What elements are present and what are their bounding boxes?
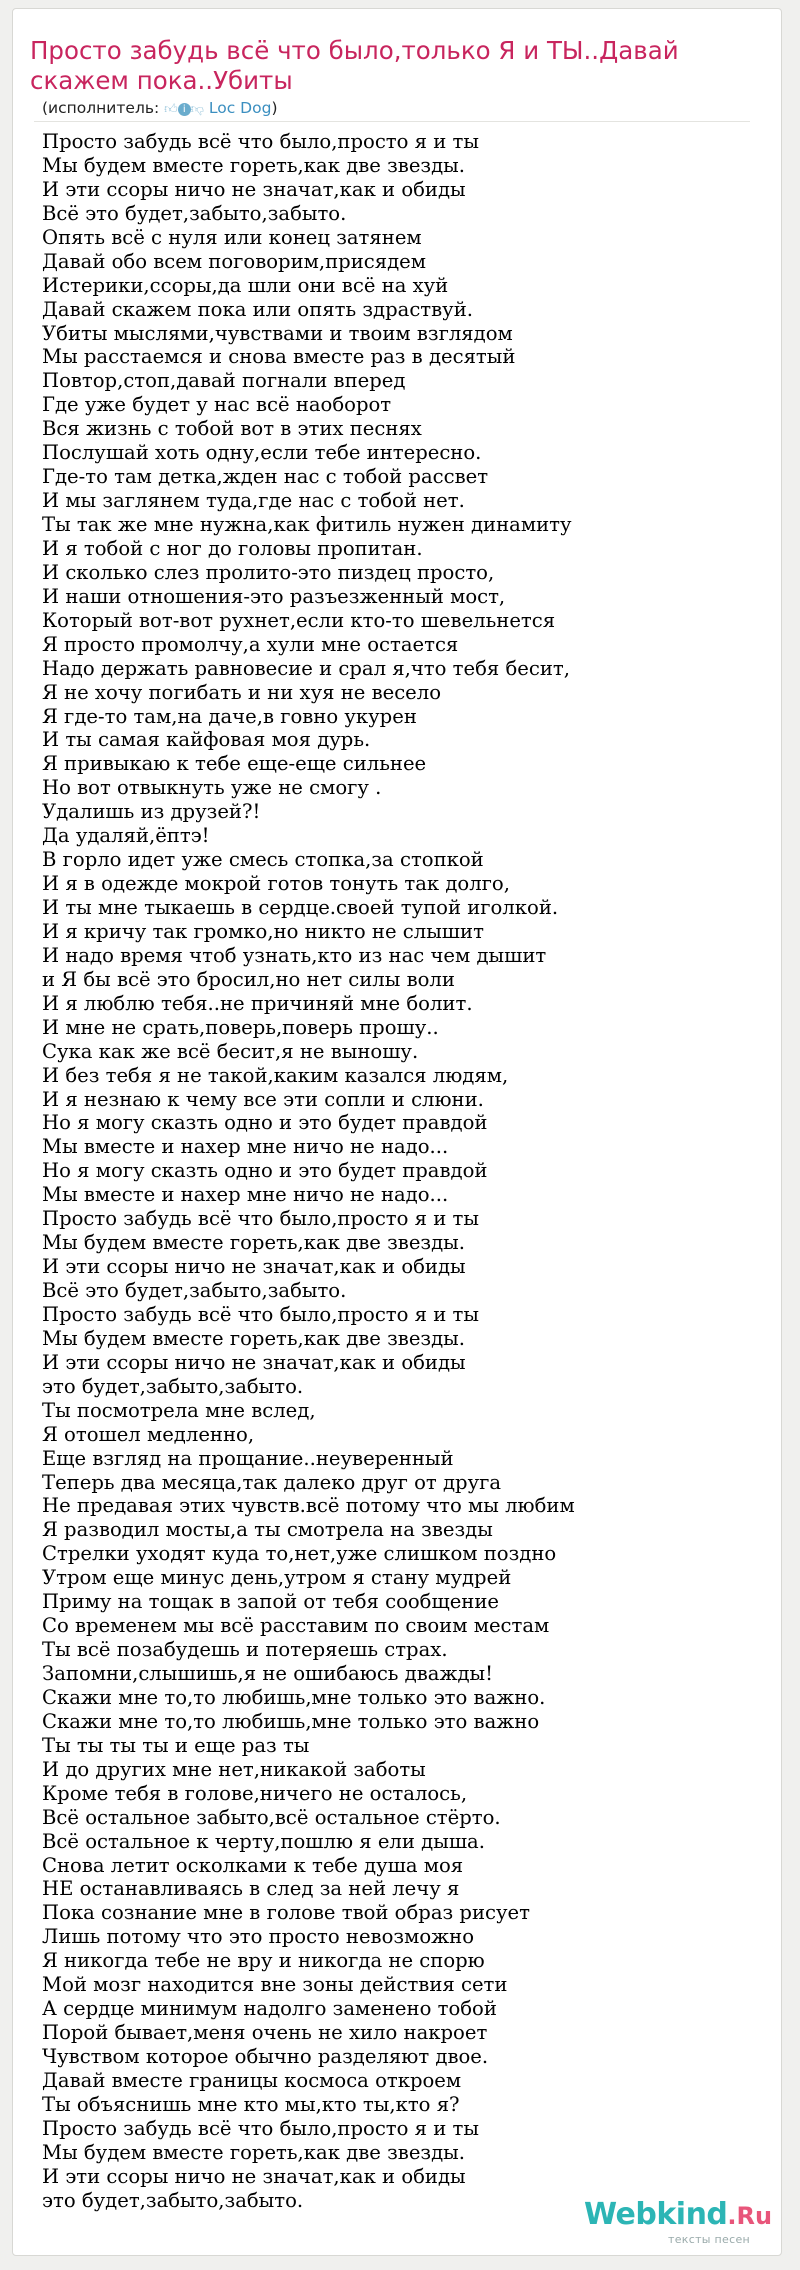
lyric-line: НЕ останавливаясь в след за ней лечу я [42, 1877, 460, 1901]
info-icon[interactable]: i [178, 103, 191, 116]
lyric-line: Да удаляй,ёптэ! [42, 824, 210, 848]
lyric-line: это будет,забыто,забыто. [42, 1374, 304, 1398]
lyric-line: И я тобой с ног до головы пропитан. [42, 536, 423, 560]
lyric-line: Удалишь из друзей?! [42, 800, 261, 824]
brand-tagline: тексты песен [668, 2233, 751, 2246]
lyric-line: И ты самая кайфовая моя дурь. [42, 728, 371, 752]
lyric-line: Давай обо всем поговорим,присядем [42, 249, 427, 273]
lyric-line: Лишь потому что это просто невозможно [42, 1925, 474, 1949]
lyric-line: Мы будем вместе гореть,как две звезды. [42, 1231, 465, 1255]
lyric-line: Пока сознание мне в голове твой образ рисует [42, 1901, 530, 1925]
lyric-line: И эти ссоры ничо не значат,как и обиды [42, 177, 466, 201]
lyric-line: Скажи мне то,то любишь,мне только это важно [42, 1709, 540, 1733]
lyric-line: Кроме тебя в голове,ничего не осталось, [42, 1781, 468, 1805]
lyric-line: Я привыкаю к тебе еще-еще сильнее [42, 752, 427, 776]
lyric-line: И эти ссоры ничо не значат,как и обиды [42, 1350, 466, 1374]
lyric-line: Всё остальное забыто,всё остальное стёрто. [42, 1805, 501, 1829]
likes-icon[interactable]: 👍︎ [164, 102, 178, 117]
lyric-line: Надо держать равновесие и срал я,что тебя бесит, [42, 656, 570, 680]
lyric-line: И без тебя я не такой,каким казался людям, [42, 1063, 509, 1087]
lyric-line: Всё это будет,забыто,забыто. [42, 201, 347, 225]
lyric-line: Со временем мы всё расставим по своим местам [42, 1614, 550, 1638]
lyric-line: Чувством которое обычно разделяют двое. [42, 2045, 489, 2068]
lyric-line: Приму на тощак в запой от тебя сообщение [42, 1590, 500, 1614]
dislike-icon[interactable]: 👎︎ [190, 102, 204, 117]
lyric-line: Истерики,ссоры,да шли они всё на хуй [42, 273, 449, 297]
lyric-line: И я незнаю к чему все эти сопли и слюни. [42, 1087, 484, 1111]
lyric-line: Я отошел медленно, [42, 1422, 255, 1446]
lyric-line: Ты всё позабудешь и потеряешь страх. [42, 1638, 448, 1662]
webkind-logo[interactable] [584, 2197, 773, 2246]
lyric-line: Ты объяснишь мне кто мы,кто ты,кто я? [42, 2092, 460, 2116]
lyric-line: Я не хочу погибать и ни хуя не весело [42, 680, 442, 704]
lyric-line: Ты ты ты ты и еще раз ты [42, 1733, 310, 1757]
lyric-line: И я в одежде мокрой готов тонуть так долго, [42, 872, 510, 896]
lyric-line: Где уже будет у нас всё наоборот [42, 393, 392, 417]
lyric-line: И до других мне нет,никакой заботы [42, 1757, 426, 1781]
lyric-line: Снова летит осколками к тебе душа моя [42, 1853, 464, 1877]
lyric-line: Послушай хоть одну,если тебе интересно. [42, 441, 482, 465]
lyric-line: И я люблю тебя..не причиняй мне болит. [42, 991, 473, 1015]
lyric-line: Мой мозг находится вне зоны действия сети [42, 1973, 508, 1997]
lyric-line: Где-то там детка,жден нас с тобой рассвет [42, 465, 489, 489]
lyric-line: Повтор,стоп,давай погнали вперед [42, 369, 406, 393]
performer-close: ) [271, 99, 278, 117]
lyric-line: Утром еще минус день,утром я стану мудрей [42, 1566, 512, 1590]
song-title: Просто забудь всё что было,только Я и ТЫ..Давай скажем пока..Убиты [30, 36, 679, 95]
lyric-line: Я никогда тебе не вру и никогда не спорю [42, 1949, 485, 1973]
lyric-line: Я просто промолчу,а хули мне остается [42, 632, 459, 656]
lyric-line: И эти ссоры ничо не значат,как и обиды [42, 1255, 466, 1279]
lyrics-block [42, 130, 762, 2213]
lyric-line: Я где-то там,на даче,в говно укурен [42, 704, 417, 728]
lyric-line: Мы вместе и нахер мне ничо не надо... [42, 1135, 449, 1159]
lyric-line: Ты посмотрела мне вслед, [42, 1398, 316, 1422]
brand-tld: .Ru [727, 2202, 773, 2230]
lyric-line: Всё остальное к черту,пошлю я ели дыша. [42, 1829, 485, 1853]
lyric-line: Теперь два месяца,так далеко друг от друга [42, 1470, 502, 1494]
lyric-line: Просто забудь всё что было,просто я и ты [42, 1207, 479, 1231]
lyric-line: Ты так же мне нужна,как фитиль нужен динамиту [42, 513, 572, 536]
lyric-line: И наши отношения-это разъезженный мост, [42, 584, 506, 608]
lyric-line: Просто забудь всё что было,просто я и ты [42, 2116, 479, 2140]
lyric-line: И сколько слез пролито-это пиздец просто, [42, 560, 495, 584]
lyric-line: Порой бывает,меня очень не хило накроет [42, 2021, 488, 2045]
lyric-line: Мы будем вместе гореть,как две звезды. [42, 2140, 465, 2164]
lyric-line: Еще взгляд на прощание..неуверенный [42, 1446, 454, 1470]
lyric-line: это будет,забыто,забыто. [42, 2188, 304, 2212]
lyric-line: Стрелки уходят куда то,нет,уже слишком поздно [42, 1542, 557, 1566]
lyric-line: Сука как же всё бесит,я не выношу. [42, 1039, 419, 1063]
lyric-line: Убиты мыслями,чувствами и твоим взглядом [42, 321, 513, 345]
lyric-line: Давай скажем пока или опять здраствуй. [42, 297, 473, 321]
lyric-line: Который вот-вот рухнет,если кто-то шевельнется [42, 608, 556, 632]
lyric-line: Просто забудь всё что было,просто я и ты [42, 130, 479, 153]
lyric-line: Мы будем вместе гореть,как две звезды. [42, 1326, 465, 1350]
lyric-line: И мы заглянем туда,где нас с тобой нет. [42, 489, 465, 513]
lyric-line: Запомни,слышишь,я не ошибаюсь дважды! [42, 1662, 494, 1685]
lyric-line: И я кричу так громко,но никто не слышит [42, 919, 484, 943]
lyric-line: Опять всё с нуля или конец затянем [42, 225, 422, 249]
lyric-line: Всё это будет,забыто,забыто. [42, 1279, 347, 1302]
brand-name: Webkind [584, 2197, 728, 2232]
lyric-line: и Я бы всё это бросил,но нет силы воли [42, 967, 455, 991]
lyric-line: И ты мне тыкаешь в сердце.своей тупой иголкой. [42, 896, 559, 919]
performer-label: (исполнитель: [42, 99, 160, 117]
lyric-line: Не предавая этих чувств.всё потому что мы любим [42, 1494, 575, 1518]
lyric-line: Я разводил мосты,а ты смотрела на звезды [42, 1518, 493, 1542]
lyric-line: И эти ссоры ничо не значат,как и обиды [42, 2164, 466, 2188]
divider [34, 121, 750, 122]
performer-link[interactable]: Loc Dog [208, 99, 272, 117]
performer-line [42, 99, 278, 117]
lyric-line: Мы будем вместе гореть,как две звезды. [42, 153, 465, 177]
lyric-line: Просто забудь всё что было,просто я и ты [42, 1302, 479, 1326]
lyric-line: В горло идет уже смесь стопка,за стопкой [42, 848, 484, 872]
lyric-line: И мне не срать,поверь,поверь прошу.. [42, 1015, 439, 1039]
lyric-line: Но я могу сказть одно и это будет правдой [42, 1111, 488, 1135]
lyric-line: А сердце минимум надолго заменено тобой [42, 1997, 497, 2021]
lyric-line: И надо время чтоб узнать,кто из нас чем дышит [42, 943, 547, 967]
lyric-line: Но вот отвыкнуть уже не смогу . [42, 776, 382, 800]
lyric-line: Скажи мне то,то любишь,мне только это важно. [42, 1685, 546, 1709]
lyric-line: Мы расстаемся и снова вместе раз в десятый [42, 345, 516, 369]
lyric-line: Вся жизнь с тобой вот в этих песнях [42, 417, 422, 441]
lyric-line: Но я могу сказть одно и это будет правдой [42, 1159, 488, 1183]
lyric-line: Давай вместе границы космоса откроем [42, 2068, 462, 2092]
lyric-line: Мы вместе и нахер мне ничо не надо... [42, 1183, 449, 1207]
